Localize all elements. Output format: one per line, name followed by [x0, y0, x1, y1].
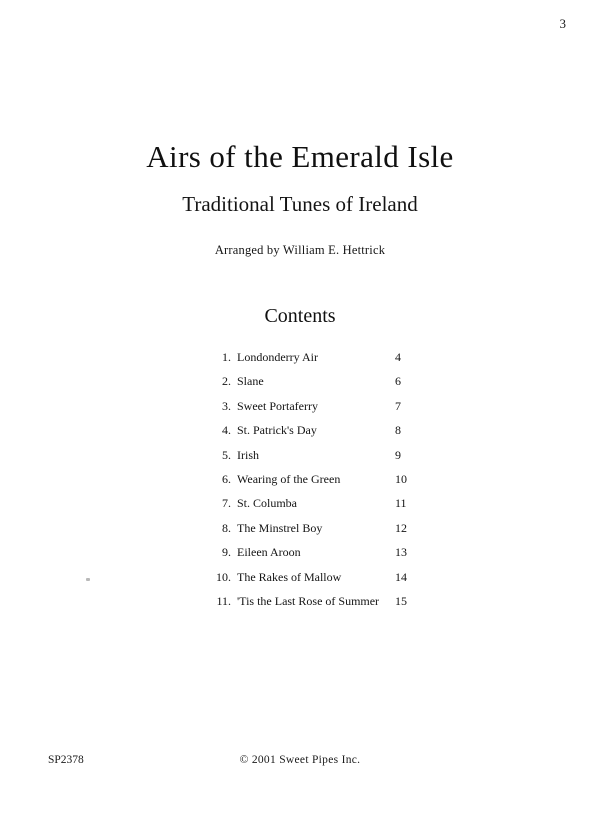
- list-item: [205, 423, 425, 447]
- list-item: [205, 594, 425, 618]
- toc-title: Eileen Aroon: [237, 545, 301, 560]
- list-item: [205, 496, 425, 520]
- toc-page: 15: [395, 593, 407, 608]
- toc-page: 9: [395, 447, 401, 462]
- page-subtitle: Traditional Tunes of Ireland: [182, 192, 418, 217]
- page-footer: [0, 754, 600, 770]
- page-number: 3: [559, 16, 566, 31]
- toc-title: The Minstrel Boy: [237, 520, 323, 535]
- toc-title: Irish: [237, 447, 259, 462]
- page-title: Airs of the Emerald Isle: [146, 139, 454, 174]
- toc-title: 'Tis the Last Rose of Summer: [237, 593, 380, 608]
- arranger-credit: Arranged by William E. Hettrick: [214, 243, 386, 258]
- toc-number: 9.: [222, 545, 231, 560]
- toc-title: St. Columba: [237, 496, 298, 511]
- toc-number: 5.: [222, 447, 231, 462]
- title-block: [0, 140, 600, 258]
- list-item: [205, 399, 425, 423]
- toc-number: 8.: [222, 520, 231, 535]
- toc-number: 4.: [222, 423, 231, 438]
- toc-number: 10.: [216, 569, 231, 584]
- toc-page: 7: [395, 398, 401, 413]
- toc-number: 7.: [222, 496, 231, 511]
- toc-page: 8: [395, 423, 401, 438]
- toc-page: 10: [395, 471, 407, 486]
- toc-page: 4: [395, 350, 401, 364]
- toc-page: 12: [395, 520, 407, 535]
- contents-heading: Contents: [264, 305, 336, 327]
- toc-title: Wearing of the Green: [237, 471, 341, 486]
- toc-page: 11: [395, 496, 407, 511]
- list-item: [205, 570, 425, 594]
- toc-number: 3.: [222, 398, 231, 413]
- list-item: [205, 545, 425, 569]
- list-item: [205, 350, 425, 374]
- publisher-code: SP2378: [48, 754, 84, 766]
- toc-title: Sweet Portaferry: [237, 398, 318, 413]
- toc-page: 14: [395, 569, 407, 584]
- list-item: [205, 521, 425, 545]
- toc-title: Slane: [237, 374, 264, 389]
- toc-title: St. Patrick's Day: [237, 423, 317, 438]
- copyright-notice: © 2001 Sweet Pipes Inc.: [239, 754, 361, 766]
- list-item: [205, 374, 425, 398]
- toc-number: 6.: [222, 471, 231, 486]
- contents-list: [205, 350, 425, 618]
- toc-page: 13: [395, 545, 407, 560]
- toc-title: Londonderry Air: [237, 350, 318, 364]
- toc-title: The Rakes of Mallow: [237, 569, 342, 584]
- list-item: [205, 472, 425, 496]
- toc-page: 6: [395, 374, 401, 389]
- list-item: [205, 448, 425, 472]
- toc-number: 11.: [216, 593, 231, 608]
- toc-number: 2.: [222, 374, 231, 389]
- toc-number: 1.: [222, 350, 231, 364]
- stray-ink-mark: [86, 578, 90, 581]
